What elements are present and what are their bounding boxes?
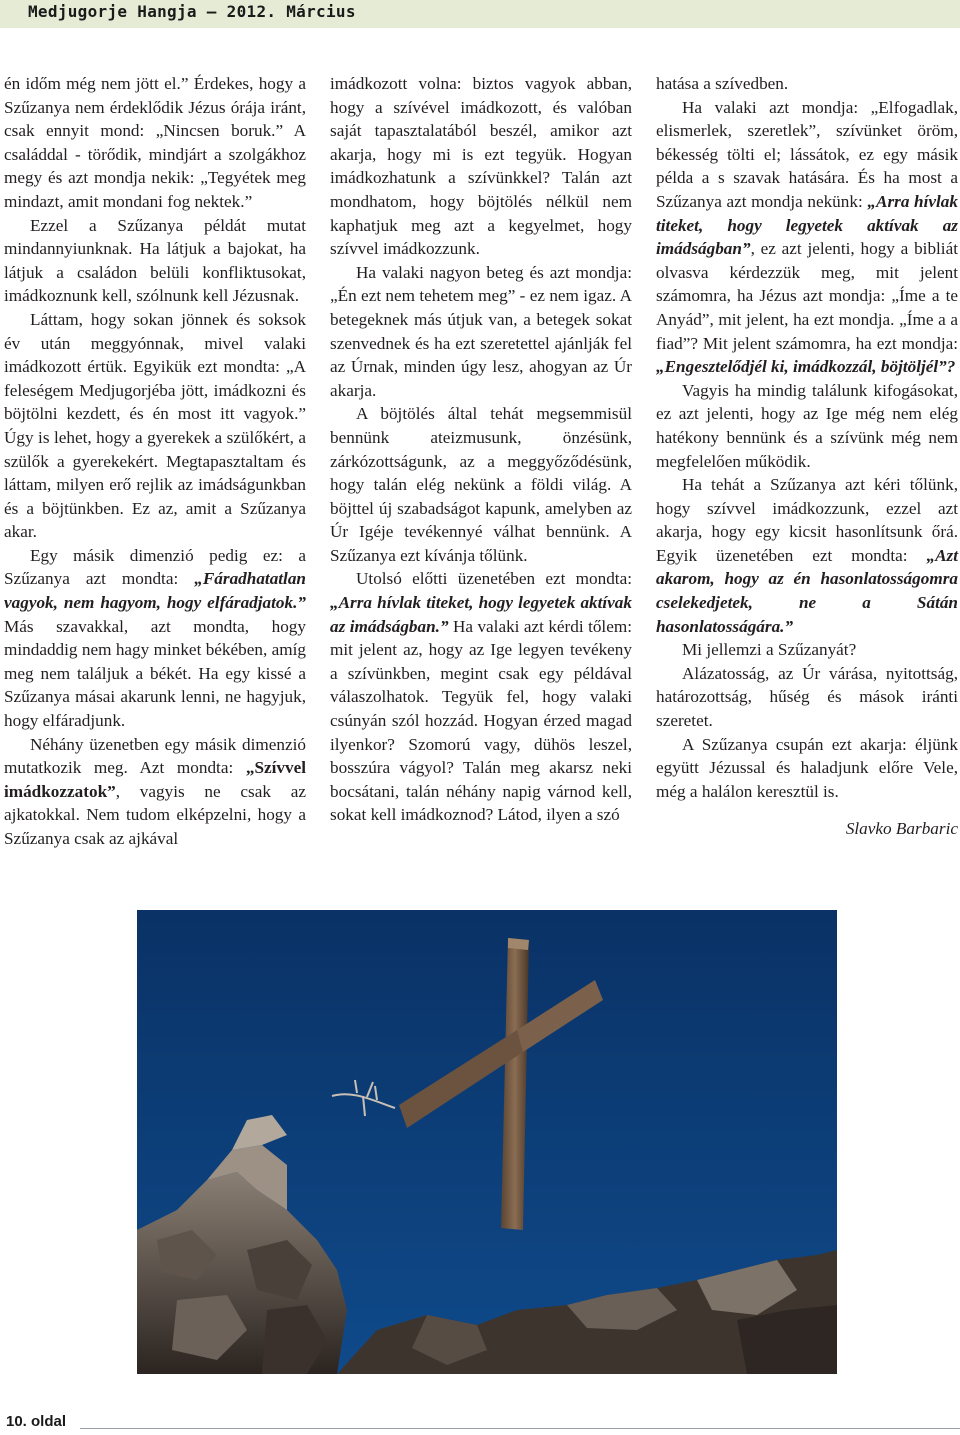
paragraph: A Szűzanya csupán ezt akarja: éljünk együtt Jézussal és haladjunk előre Vele, még a halálon keresztül is. [656, 734, 958, 801]
paragraph: Láttam, hogy sokan jönnek és soksok év után meggyónnak, mivel valaki imádkozott értük. Egyikük ezt mondta: „A feleségem Medjugorjéba jött, imádkozni és böjtölni kezdett, és én most itt vagyok.” Úgy is lehet, hogy a gyerekek a szülőkért, a szülők a gyerekekért. Megtapasztaltam és láttam, milyen erő rejlik az imádságunkban és a böjtünkben. Ez az, amit a Szűzanya akar. [4, 309, 306, 542]
paragraph [4, 544, 306, 733]
paragraph-text: Ha tehát a Szűzanya azt kéri tőlünk, hogy szívvel imádkozzunk, ezzel azt akarja, hogy egy kicsit hasonlítsunk őrá. Egyik üzenetében ezt mondta: [656, 475, 958, 565]
paragraph-text: Ha valaki azt kérdi tőlem: mit jelent az, hogy az Ige legyen tevékeny a szívünkben, megint csak egy példával válaszolhatok. Tegyük fel, hogy valaki csúnyán szól hozzád. Hogyan érzed magad ilyenkor? Szomorú vagy, dühös leszel, bosszúra vágyol? Talán meg akarsz neki bocsátani, talán néhány napig várnod kell, sokat kell imádkoznod? Látod, ilyen a szó [330, 616, 632, 825]
page-number: 10. oldal [6, 1413, 67, 1430]
paragraph-text: Utolsó előtti üzenetében ezt mondta: [356, 569, 632, 589]
paragraph-text: Néhány üzenetben egy másik dimenzió mutatkozik meg. Azt mondta: [4, 734, 306, 778]
paragraph-text: , vagyis ne csak az ajkatokkal. Nem tudom elképzelni, hogy a Szűzanya csak az ajkával [4, 781, 306, 848]
paragraph [330, 567, 632, 827]
paragraph-text: Egy másik dimenzió pedig ez: a Szűzanya azt mondta: [4, 545, 306, 589]
paragraph: imádkozott volna: biztos vagyok abban, hogy a szívével imádkozott, és valóban saját tapasztalatából beszél, amikor azt akarja, hogy mi is ezt tegyük. Hogyan imádkozhatunk a szívünkkel? Talán azt mondhatom, hogy böjtölés nélkül nem kaphatjuk meg azt a kegyelmet, hogy szívvel imádkozzunk. [330, 74, 632, 259]
cross-photo [137, 910, 837, 1374]
text-column-2 [330, 72, 632, 827]
paragraph: A böjtölés által tehát megsemmisül bennünk ateizmusunk, önzésünk, zárkózottságunk, az a meggyőződésünk, hogy talán elég nekünk a földi világ. A böjttel új szabadságot kapunk, amelyben az Úr Igéje tevékennyé válhat bennünk. A Szűzanya ezt kívánja tőlünk. [330, 404, 632, 565]
paragraph: Ha valaki nagyon beteg és azt mondja: „Én ezt nem tehetem meg” - ez nem igaz. A betegeknek más útjuk van, a betegek sokat szenvednek és ha ezt szeretettel ajánlják fel az Úrnak, minden úgy lesz, ahogyan az Úr akarja. [330, 262, 632, 400]
message-quote: „Engesztelődjél ki, imádkozzál, böjtöljél”? [656, 357, 956, 377]
paragraph-text: , ez azt jelenti, hogy a bibliát olvasva kérdezzük meg, mit jelent számomra, ha Jézus azt mondja: „Íme a te Anyád”, mit jelent, ha ezt mondja. „Íme a a fiad”? Mit jelent számomra, ha ezt mondja: [656, 239, 958, 353]
text-column-3 [656, 72, 958, 841]
cross-on-rocks-image [137, 910, 837, 1374]
paragraph: Mi jellemzi a Szűzanyát? [682, 640, 857, 660]
paragraph-text: Ha valaki azt mondja: „Elfogadlak, elismerlek, szeretlek”, szívünket öröm, békesség tölti el; lássátok, ez egy másik példa a s szavak hatására. És ha most a Szűzanya azt mondja nekünk: [656, 97, 958, 211]
paragraph [656, 96, 958, 379]
message-quote: „Szívvel imádkozzatok” [4, 758, 306, 801]
paragraph [4, 733, 306, 851]
footer-rule [80, 1428, 960, 1429]
message-quote: „Fáradhatatlan vagyok, nem hagyom, hogy elfáradjatok.” [4, 569, 306, 613]
paragraph: Ezzel a Szűzanya példát mutat mindannyiunknak. Ha látjuk a bajokat, ha látjuk a családon belüli konfliktusokat, imádkoznunk kell, szólnunk kell Jézusnak. [4, 215, 306, 306]
running-header: Medjugorje Hangja – 2012. Március [28, 2, 356, 21]
paragraph [656, 473, 958, 638]
author-signature: Slavko Barbaric [845, 819, 958, 839]
paragraph: Alázatosság, az Úr várása, nyitottság, határozottság, hűség és mások iránti szeretet. [656, 663, 958, 731]
text-column-1 [4, 72, 306, 851]
paragraph: én időm még nem jött el.” Érdekes, hogy a Szűzanya nem érdeklődik Jézus órája iránt, csak ennyit mond: „Nincsen boruk.” A családdal - törődik, mindjárt a szolgákhoz megy és azt mondja nekik: „Tegyétek meg mindazt, amit mondani fog nektek.” [4, 74, 306, 211]
paragraph: hatása a szívedben. [656, 74, 789, 93]
paragraph-text: Más szavakkal, azt mondta, hogy mindaddig nem hagy minket békében, amíg meg nem találjuk a békét. Ha egy kissé a Szűzanya másai akarunk lenni, ne hagyjuk, hogy elfáradjunk. [4, 616, 306, 731]
message-quote: „Azt akarom, hogy az én hasonlatosságomra cselekedjetek, ne a Sátán hasonlatosságára.” [656, 545, 958, 636]
paragraph: Vagyis ha mindig találunk kifogásokat, ez azt jelenti, hogy az Ige még nem elég hatékony bennünk és a szívünk még nem megfelelően működik. [656, 380, 958, 471]
message-quote: „Arra hívlak titeket, hogy legyetek aktívak az imádságban” [656, 191, 958, 259]
message-quote: „Arra hívlak titeket, hogy legyetek aktívak az imádságban.” [330, 593, 632, 636]
